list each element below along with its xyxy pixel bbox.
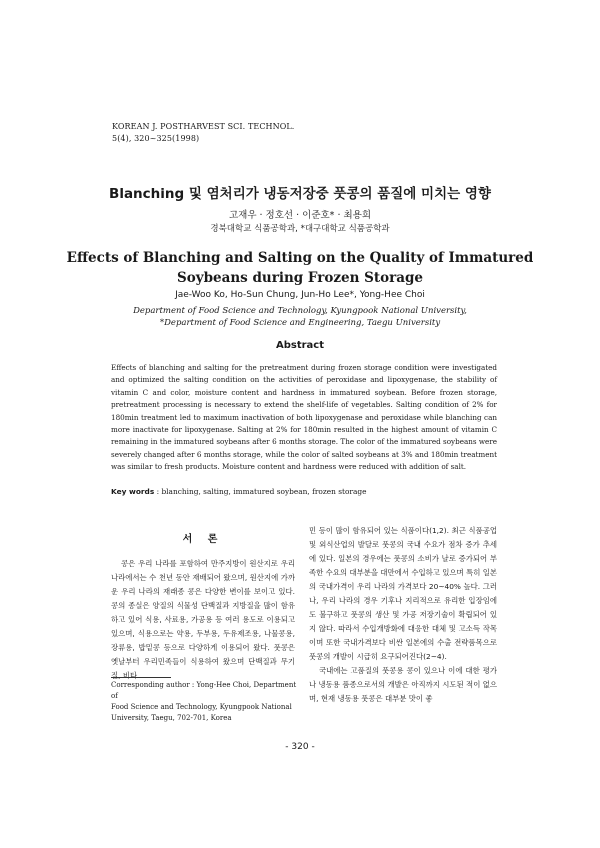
section-heading-introduction: 서 론 — [182, 534, 224, 545]
intro-paragraph-right-1: 민 등이 많이 함유되어 있는 식품이다(1,2). 최근 식품공업 및 외식산업의 발달로 풋콩의 국내 수요가 점차 증가 추세에 있다. 일본의 경우에는 풋콩의 소비가 날로 증가되어 부족한 수요의 대부분을 대만에서 수입하고 있으며 특히 일본의 국내가격이 우리 나라의 가격보다 20~40% 높다. 그러나, 우리 나라의 경우 기후나 지리적으로 유리한 입장임에도 불구하고 풋콩의 생산 및 가공 저장기술이 확립되어 있지 않다. 따라서 수입개방화에 대응한 대체 및 고소득 작목이며 또한 국내가격보다 비싼 일본에의 수출 전략품목으로 풋콩의 개발이 시급히 요구되어진다(2~4). — [309, 526, 497, 661]
affiliation-english-line-1: Department of Food Science and Technology, Kyungpook National University, — [133, 306, 467, 316]
abstract-text: Effects of blanching and salting for the pretreatment during frozen storage condition were investigated and optimized the salting condition on the activities of peroxidase and lipoxygenase, the stability of vitamin C and color, moisture content and hardness in immatured soybean. Before frozen storage, pretreatment processing is necessary to extend the shelf-life of vegetables. Salting condition of 2% for 180min treatment led to maximum inactivation of both lipoxygenase and peroxidase while blanching can more inactivate for lipoxygenase. Salting at 2% for 180min resulted in the highest amount of vitamin C remaining in the immatured soybeans after 6 months storage. The color of the immatured soybeans were severely changed after 6 months storage, while the color of salted soybeans at 3% and 180min treatment was similar to fresh products. Moisture content and hardness were reduced with addition of salt. — [111, 363, 497, 472]
title-english — [0, 248, 600, 288]
intro-paragraph-right-2: 국내에는 고품질의 풋콩용 콩이 있으나 이에 대한 평가나 냉동용 품종으로서의 개발은 아직까지 시도된 적이 없으며, 현재 냉동용 풋콩은 대부분 맛이 좋 — [309, 666, 497, 703]
affiliation-english-line-2: *Department of Food Science and Engineering, Taegu University — [159, 318, 441, 328]
keywords-label: Key words — [111, 487, 155, 496]
authors-korean: 고재우 · 정호선 · 이준호* · 최용희 — [228, 210, 372, 221]
title-english-line-2: Soybeans during Frozen Storage — [176, 270, 424, 286]
title-korean: Blanching 및 염처리가 냉동저장중 풋콩의 품질에 미치는 영향 — [109, 186, 491, 202]
footnote-divider — [111, 677, 171, 678]
authors-english: Jae-Woo Ko, Ho-Sun Chung, Jun-Ho Lee*, Yong-Hee Choi — [175, 290, 425, 300]
journal-citation — [112, 121, 294, 145]
journal-volume: 5(4), 320~325(1998) — [112, 134, 200, 143]
abstract-heading: Abstract — [275, 340, 325, 351]
left-column — [111, 526, 295, 683]
right-column — [309, 524, 497, 706]
intro-paragraph-left: 콩은 우리 나라를 포함하여 만주지방이 원산지로 우리 나라에서는 수 천년 동안 재배되어 왔으며, 원산지에 가까운 우리 나라의 재래종 콩은 다양한 변이를 보이고 있다. 콩의 종실은 양질의 식물성 단백질과 지방질을 많이 함유하고 있어 식용, 사료용, 가공용 등 여러 용도로 이용되고 있으며, 식용으로는 약용, 두부용, 두유제조용, 나물콩용, 장류용, 밥밑콩 등으로 다양하게 이용되어 왔다. 풋콩은 옛날부터 우리민족들이 식용하여 왔으며 단백질과 무기질, 비타 — [111, 559, 295, 680]
page-number: - 320 - — [285, 742, 315, 752]
corresponding-author-footnote — [111, 680, 301, 724]
footnote-line-2: Food Science and Technology, Kyungpook National — [111, 703, 292, 711]
footnote-line-3: University, Taegu, 702-701, Korea — [111, 714, 232, 722]
journal-name: KOREAN J. POSTHARVEST SCI. TECHNOL. — [112, 122, 295, 131]
affiliation-korean: 경북대학교 식품공학과, *대구대학교 식품공학과 — [210, 224, 390, 234]
title-english-line-1: Effects of Blanching and Salting on the Quality of Immatured — [66, 250, 534, 266]
footnote-line-1: Corresponding author : Yong-Hee Choi, Department of — [111, 681, 297, 700]
keywords — [111, 487, 497, 496]
keywords-text: : blanching, salting, immatured soybean, frozen storage — [154, 487, 367, 496]
affiliation-english — [0, 305, 600, 329]
